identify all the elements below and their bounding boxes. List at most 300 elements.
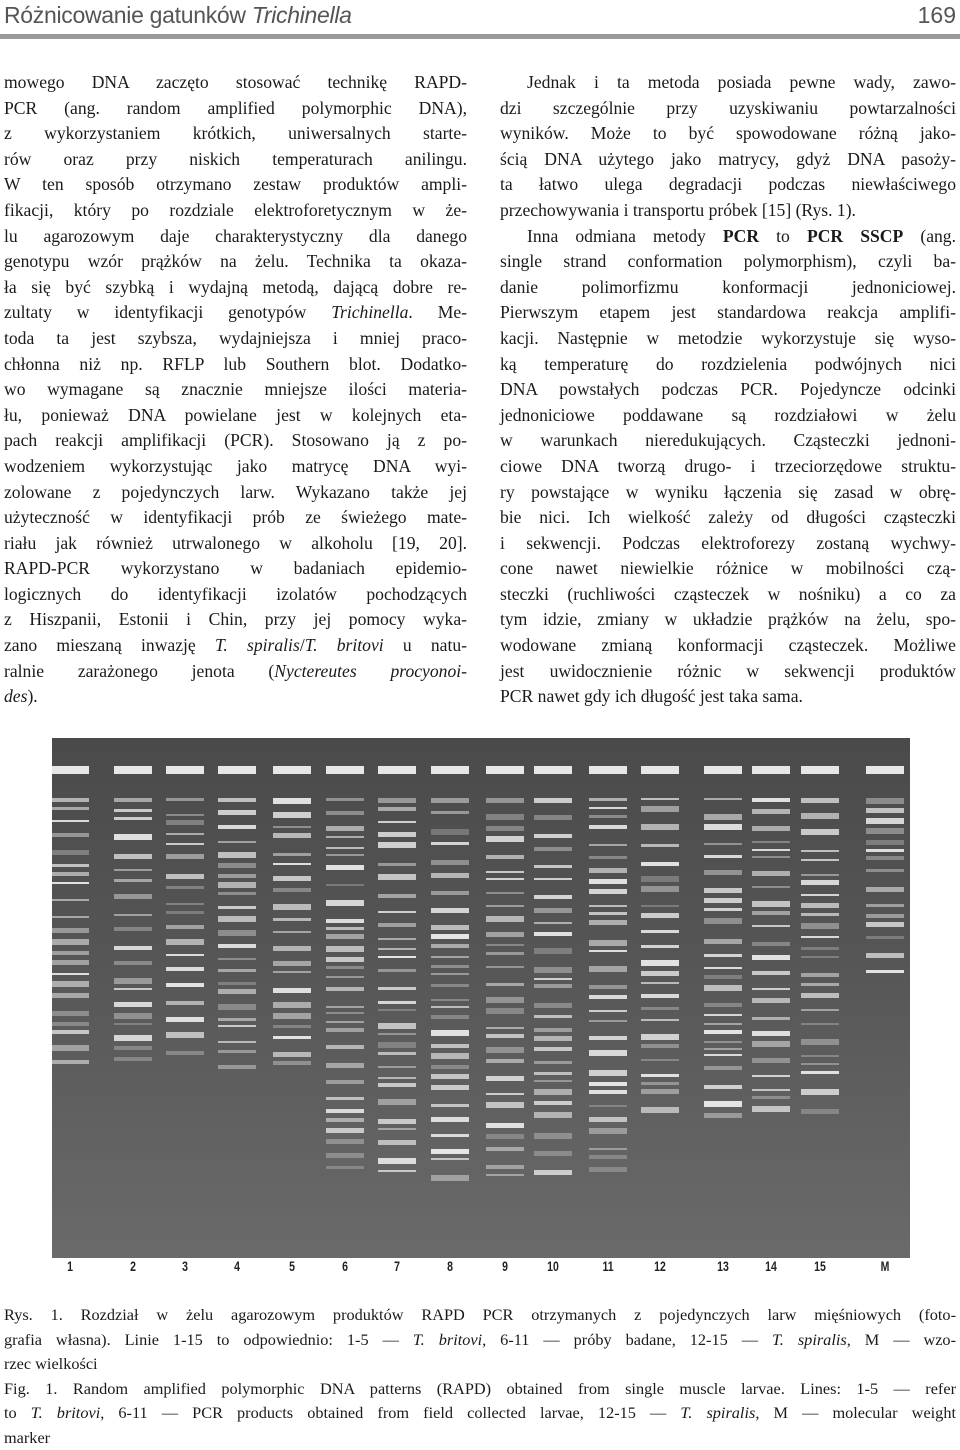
text-line	[500, 428, 956, 454]
text-segment: T. britovi	[31, 1403, 100, 1422]
text-segment: zolowane z pojedynczych larw. Wykazano także jej	[4, 482, 467, 502]
text-segment: marker	[4, 1428, 50, 1447]
text-line	[500, 224, 956, 250]
gel-band	[114, 809, 152, 812]
gel-band	[114, 894, 152, 899]
gel-band	[166, 798, 204, 801]
gel-band	[273, 931, 311, 933]
text-segment: zultaty w identyfikacji genotypów	[4, 302, 331, 322]
gel-band	[486, 1034, 524, 1038]
gel-band	[273, 798, 311, 804]
text-segment: wyników. Może to być spowodowane różną jako-	[500, 123, 956, 143]
text-line	[4, 428, 467, 454]
text-line	[4, 275, 467, 301]
gel-band	[589, 1155, 627, 1159]
text-segment: Inna odmiana metody	[527, 226, 723, 246]
gel-band	[431, 934, 469, 939]
gel-band	[378, 1001, 416, 1004]
text-line	[500, 505, 956, 531]
gel-band	[326, 798, 364, 801]
gel-band	[486, 1134, 524, 1139]
gel-band	[218, 1018, 256, 1021]
gel-band	[704, 888, 742, 893]
text-line	[500, 454, 956, 480]
gel-band	[273, 863, 311, 865]
gel-band	[752, 971, 790, 975]
gel-band	[866, 936, 904, 939]
gel-well-band	[166, 766, 204, 774]
gel-band	[534, 1080, 572, 1082]
gel-lane	[273, 738, 311, 1258]
text-line	[4, 1328, 956, 1353]
gel-band	[273, 853, 311, 856]
gel-band	[752, 841, 790, 843]
text-segment: kacji. Następnie w metodzie wykorzystuje się wyso-	[500, 328, 956, 348]
gel-band	[326, 1028, 364, 1032]
text-segment: DNA powstałych podczas PCR. Pojedyncze odcinki	[500, 379, 956, 399]
text-line	[500, 96, 956, 122]
gel-band	[166, 911, 204, 914]
gel-band	[431, 944, 469, 948]
gel-band	[866, 808, 904, 813]
gel-band	[218, 930, 256, 936]
gel-band	[273, 1036, 311, 1039]
text-segment: mowego DNA zaczęto stosować technikę RAPD-	[4, 72, 467, 92]
gel-well-band	[114, 766, 152, 774]
gel-band	[166, 814, 204, 816]
gel-band	[486, 1165, 524, 1169]
text-segment: logicznych do identyfikacji izolatów pochodzących	[4, 584, 467, 604]
gel-band	[273, 904, 311, 910]
gel-band	[431, 873, 469, 878]
text-line	[4, 352, 467, 378]
gel-band	[641, 1034, 679, 1040]
gel-band	[534, 984, 572, 988]
lane-label: 7	[394, 1258, 400, 1274]
gel-band	[866, 828, 904, 834]
gel-band	[534, 1047, 572, 1051]
gel-well-band	[752, 766, 790, 774]
gel-band	[114, 1035, 152, 1041]
gel-band	[486, 1174, 524, 1176]
gel-band	[589, 1167, 627, 1172]
gel-band	[486, 997, 524, 1003]
gel-band	[431, 1030, 469, 1036]
gel-band	[534, 1028, 572, 1032]
text-segment: ralnie zarażonego jenota (	[4, 661, 274, 681]
gel-band	[378, 969, 416, 972]
gel-band	[326, 1166, 364, 1169]
gel-band	[534, 1003, 572, 1008]
gel-band	[641, 994, 679, 998]
text-segment: T. spiralis	[680, 1403, 755, 1422]
gel-lane	[431, 738, 469, 1258]
gel-band	[326, 1109, 364, 1113]
text-line	[4, 454, 467, 480]
gel-band	[431, 1074, 469, 1079]
gel-band	[431, 1175, 469, 1181]
gel-band	[534, 1072, 572, 1075]
gel-lane	[534, 738, 572, 1258]
gel-band	[801, 973, 839, 977]
gel-band	[431, 965, 469, 968]
gel-band	[114, 978, 152, 984]
gel-band	[704, 798, 742, 800]
gel-band	[866, 904, 904, 907]
gel-band	[486, 878, 524, 880]
text-line	[4, 326, 467, 352]
gel-band	[704, 855, 742, 858]
text-segment: des	[4, 686, 27, 706]
gel-well-band	[486, 766, 524, 774]
text-segment: danie polimorfizmu konformacji jednoniciowej.	[500, 277, 956, 297]
gel-band	[326, 1118, 364, 1122]
gel-band	[52, 928, 89, 933]
gel-band	[534, 932, 572, 936]
gel-lane	[378, 738, 416, 1258]
gel-band	[166, 874, 204, 879]
gel-band	[52, 1045, 89, 1051]
lane-label: M	[881, 1258, 890, 1274]
gel-band	[801, 913, 839, 916]
lane-label: 15	[814, 1258, 826, 1274]
gel-band	[378, 842, 416, 848]
gel-band	[801, 1023, 839, 1025]
text-segment: Nyctereutes procyonoi-	[274, 661, 467, 681]
gel-band	[801, 956, 839, 958]
gel-band	[218, 969, 256, 972]
gel-band	[114, 1023, 152, 1025]
gel-band	[486, 905, 524, 907]
gel-band	[378, 1042, 416, 1048]
gel-well-band	[326, 766, 364, 774]
gel-band	[326, 919, 364, 923]
lane-label: 6	[342, 1258, 348, 1274]
gel-band	[52, 807, 89, 810]
gel-band	[589, 1020, 627, 1022]
text-line	[500, 198, 956, 224]
gel-band	[378, 1128, 416, 1130]
gel-band	[589, 1128, 627, 1134]
text-segment: bie nici. Ich wielkość zależy od długości cząsteczki	[500, 507, 956, 527]
lane-label: 8	[447, 1258, 453, 1274]
text-segment: to	[4, 1403, 31, 1422]
gel-band	[704, 1054, 742, 1056]
gel-band	[534, 847, 572, 851]
gel-band	[218, 1065, 256, 1069]
text-line	[500, 275, 956, 301]
text-segment: RAPD-PCR wykorzystano w badaniach epidemio-	[4, 558, 467, 578]
gel-band	[589, 807, 627, 809]
gel-well-band	[218, 766, 256, 774]
gel-band	[326, 946, 364, 952]
gel-band	[378, 948, 416, 950]
text-line	[4, 300, 467, 326]
gel-band	[218, 892, 256, 895]
gel-band	[166, 939, 204, 945]
text-line	[4, 198, 467, 224]
gel-band	[52, 960, 89, 965]
gel-band	[166, 1032, 204, 1038]
gel-band	[589, 920, 627, 925]
text-segment: u natu-	[384, 635, 467, 655]
text-segment: chłonna niż np. RFLP lub Southern blot. Dodatko-	[4, 354, 467, 374]
gel-band	[641, 806, 679, 812]
text-line	[500, 531, 956, 557]
gel-band	[326, 854, 364, 856]
gel-band	[431, 1044, 469, 1048]
text-line	[4, 1401, 956, 1426]
lane-label: 11	[602, 1258, 613, 1274]
gel-band	[378, 911, 416, 913]
gel-band	[114, 798, 152, 802]
gel-band	[589, 1010, 627, 1012]
gel-band	[431, 842, 469, 845]
gel-band	[704, 967, 742, 969]
gel-band	[52, 882, 89, 884]
gel-band	[166, 886, 204, 889]
gel-band	[431, 1149, 469, 1154]
gel-band	[641, 1082, 679, 1085]
gel-band	[166, 843, 204, 845]
gel-band	[801, 947, 839, 950]
gel-band	[114, 879, 152, 882]
gel-well-band	[801, 766, 839, 774]
text-line	[4, 96, 467, 122]
gel-band	[704, 1085, 742, 1089]
gel-band	[378, 807, 416, 811]
gel-band	[378, 1033, 416, 1035]
gel-band	[378, 1119, 416, 1124]
text-line	[4, 684, 467, 710]
gel-band	[801, 1071, 839, 1074]
gel-band	[534, 978, 572, 980]
gel-band	[534, 895, 572, 899]
gel-band	[273, 833, 311, 838]
gel-band	[641, 1019, 679, 1021]
gel-band	[326, 1012, 364, 1014]
text-segment: pach reakcji amplifikacji (PCR). Stosowano ją z po-	[4, 430, 467, 450]
gel-band	[378, 894, 416, 898]
gel-band	[52, 1011, 89, 1016]
gel-band	[378, 832, 416, 837]
gel-well-band	[589, 766, 627, 774]
gel-band	[326, 1063, 364, 1068]
figure-caption	[4, 1303, 956, 1450]
gel-band	[486, 871, 524, 873]
gel-band	[378, 1052, 416, 1055]
gel-band	[52, 916, 89, 918]
header-rule	[0, 34, 960, 39]
gel-band	[431, 891, 469, 895]
gel-band	[273, 888, 311, 892]
gel-band	[752, 988, 790, 990]
text-segment: wodowane zmianą konformacji cząsteczek. Możliwe	[500, 635, 956, 655]
gel-band	[589, 912, 627, 915]
text-segment: ).	[27, 686, 37, 706]
gel-band	[589, 868, 627, 873]
gel-band	[704, 1113, 742, 1118]
gel-band	[641, 971, 679, 976]
text-segment: . Me-	[408, 302, 467, 322]
text-segment: genotypu wzór prążków na żelu. Technika ta okaza-	[4, 251, 467, 271]
gel-band	[589, 995, 627, 999]
gel-band	[326, 1139, 364, 1144]
text-segment: łu, ponieważ DNA powielane jest w kolejnych eta-	[4, 405, 467, 425]
gel-band	[641, 1107, 679, 1113]
gel-band	[801, 903, 839, 908]
text-line	[4, 70, 467, 96]
gel-band	[486, 1008, 524, 1014]
gel-band	[326, 1128, 364, 1133]
gel-band	[486, 855, 524, 859]
text-segment: użyteczność w identyfikacji prób ze świeżego mate-	[4, 507, 467, 527]
gel-band	[801, 1039, 839, 1045]
text-line	[500, 70, 956, 96]
gel-band	[589, 856, 627, 859]
gel-band	[326, 826, 364, 831]
gel-band	[431, 1117, 469, 1122]
text-line	[500, 352, 956, 378]
text-segment: przechowywania i transportu próbek [15] (Rys. 1).	[500, 200, 856, 220]
text-line	[4, 633, 467, 659]
gel-band	[589, 879, 627, 884]
lane-label: 9	[502, 1258, 508, 1274]
gel-band	[378, 1009, 416, 1011]
gel-band	[866, 856, 904, 860]
gel-band	[52, 798, 89, 802]
gel-band	[378, 863, 416, 866]
gel-band	[801, 936, 839, 938]
gel-band	[801, 850, 839, 852]
gel-band	[801, 993, 839, 998]
gel-band	[486, 826, 524, 831]
gel-band	[218, 863, 256, 868]
gel-band	[704, 898, 742, 903]
page-number: 169	[918, 2, 956, 29]
gel-lane	[641, 738, 679, 1258]
gel-band	[273, 1052, 311, 1057]
gel-band	[752, 809, 790, 814]
gel-well-band	[52, 766, 89, 774]
gel-band	[218, 916, 256, 922]
gel-band	[431, 1158, 469, 1160]
gel-band	[589, 1117, 627, 1122]
gel-band	[486, 1147, 524, 1151]
gel-band	[166, 1001, 204, 1005]
gel-band	[114, 1046, 152, 1050]
header-title-text: Różnicowanie gatunków	[4, 2, 252, 28]
gel-band	[431, 811, 469, 814]
gel-well-band	[641, 766, 679, 774]
gel-band	[52, 833, 89, 837]
gel-band	[704, 1023, 742, 1025]
gel-band	[486, 916, 524, 922]
text-segment: , 6-11 — próby badane, 12-15 —	[482, 1330, 772, 1349]
gel-band	[534, 967, 572, 973]
gel-band	[218, 874, 256, 878]
gel-band	[589, 1036, 627, 1040]
text-segment: ła się być szybką i wydajną metodą, dającą dobre re-	[4, 277, 467, 297]
text-segment: /	[300, 635, 305, 655]
text-segment: T. britovi	[305, 635, 384, 655]
gel-band	[641, 1007, 679, 1010]
gel-band	[431, 1085, 469, 1090]
text-line	[500, 556, 956, 582]
gel-band	[589, 940, 627, 946]
gel-band	[431, 1006, 469, 1008]
gel-band	[589, 1105, 627, 1107]
gel-band	[752, 1096, 790, 1099]
gel-band	[866, 869, 904, 872]
gel-band	[378, 798, 416, 803]
gel-band	[114, 961, 152, 965]
gel-band	[114, 854, 152, 859]
gel-band	[52, 1030, 89, 1034]
gel-band	[752, 849, 790, 851]
gel-band	[486, 798, 524, 803]
gel-band	[431, 999, 469, 1001]
gel-band	[326, 884, 364, 886]
gel-band	[431, 860, 469, 865]
text-line	[4, 1377, 956, 1402]
gel-band	[801, 1089, 839, 1095]
gel-band	[326, 865, 364, 870]
gel-band	[866, 914, 904, 918]
gel-well-band	[866, 766, 904, 774]
text-line	[500, 249, 956, 275]
gel-band	[378, 1158, 416, 1164]
gel-lane	[704, 738, 742, 1258]
gel-band	[704, 1041, 742, 1043]
gel-band	[704, 843, 742, 845]
gel-band	[801, 1055, 839, 1057]
gel-band	[704, 870, 742, 875]
gel-band	[641, 945, 679, 948]
text-segment: ciowe DNA tworzą drugo- i trzeciorzędowe struktu-	[500, 456, 956, 476]
gel-band	[114, 927, 152, 931]
gel-band	[52, 872, 89, 876]
gel-band	[641, 960, 679, 966]
gel-band	[641, 1074, 679, 1077]
gel-band	[218, 1025, 256, 1027]
text-line	[4, 556, 467, 582]
gel-band	[801, 859, 839, 861]
gel-band	[273, 961, 311, 966]
text-segment: Trichinella	[331, 302, 408, 322]
gel-band	[326, 1045, 364, 1049]
gel-lane	[218, 738, 256, 1258]
gel-band	[534, 908, 572, 913]
text-segment: zano mieszaną inwazję	[4, 635, 215, 655]
text-segment: rów oraz przy niskich temperaturach anilingu.	[4, 149, 467, 169]
text-line	[500, 582, 956, 608]
gel-band	[486, 1059, 524, 1063]
text-line	[500, 633, 956, 659]
gel-band	[534, 878, 572, 880]
gel-band	[534, 948, 572, 954]
text-segment: (ang.	[903, 226, 956, 246]
text-segment: steczki (ruchliwości cząsteczek w nośniku) a co za	[500, 584, 956, 604]
gel-band	[273, 1002, 311, 1008]
gel-band	[704, 1030, 742, 1034]
gel-electrophoresis-image	[52, 738, 910, 1258]
gel-band	[218, 989, 256, 994]
text-line	[4, 531, 467, 557]
lane-label: 5	[289, 1258, 295, 1274]
gel-band	[704, 939, 742, 944]
gel-band	[704, 1003, 742, 1007]
